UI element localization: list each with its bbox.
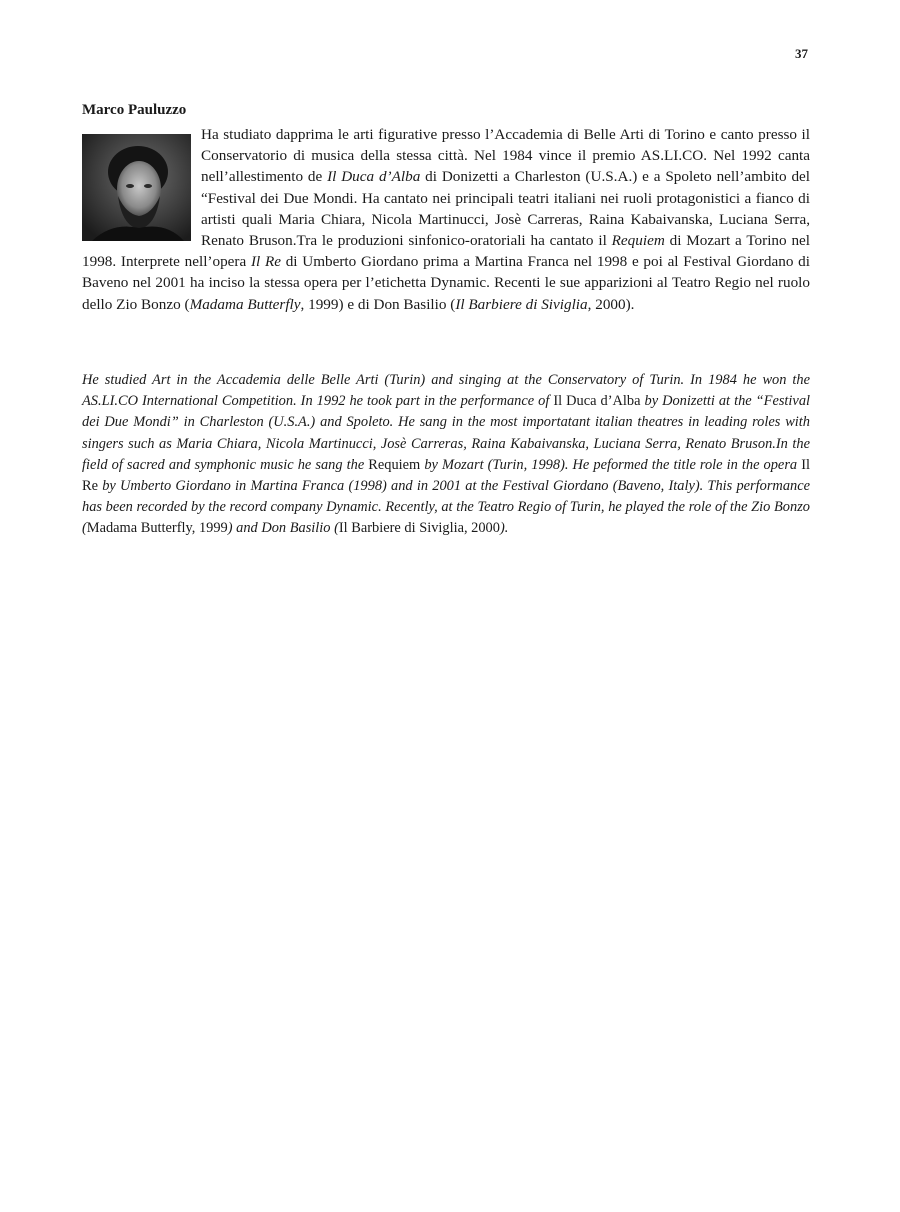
bio-heading: Marco Pauluzzo xyxy=(82,102,187,118)
portrait-photo xyxy=(82,134,191,241)
bio-english-paragraph: He studied Art in the Accademia delle Belle Arti (Turin) and singing at the Conservatory of Turin. In 1984 he won the AS.LI.CO International Competition. In 1992 he took part in the performance of Il Duca d’Alba by Donizetti at the “Festival dei Due Mondi” in Charleston (U.S.A.) and Spoleto. He sang in the most importatant italian theatres in leading roles with singers such as Maria Chiara, Nicola Martinucci, Josè Carreras, Raina Kabaivanska, Luciana Serra, Renato Bruson.In the field of sacred and symphonic music he sang the Requiem by Mozart (Turin, 1998). He peformed the title role in the opera Il Re by Umberto Giordano in Martina Franca (1998) and in 2001 at the Festival Giordano (Baveno, Italy). This performance has been recorded by the record company Dynamic. Recently, at the Teatro Regio of Turin, he played the role of the Zio Bonzo (Madama Butterfly, 1999) and Don Basilio (Il Barbiere di Siviglia, 2000). xyxy=(82,372,811,537)
page-number: 37 xyxy=(795,46,808,61)
bio-italian-paragraph: Ha studiato dapprima le arti figurative presso l’Accademia di Belle Arti di Torino e canto presso il Conservatorio di musica della stessa città. Nel 1984 vince il premio AS.LI.CO. Nel 1992 canta nell’allestimento de Il Duca d’Alba di Donizetti a Charleston (U.S.A.) e a Spoleto nell’ambito del “Festival dei Due Mondi. Ha cantato nei principali teatri italiani nei ruoli protagonistici a fianco di artisti quali Maria Chiara, Nicola Martinucci, Josè Carreras, Raina Kabaivanska, Luciana Serra, Renato Bruson.Tra le produzioni sinfonico-oratoriali ha cantato il Requiem di Mozart a Torino nel 1998. Interprete nell’opera Il Re di Umberto Giordano prima a Martina Franca nel 1998 e poi al Festival Giordano di Baveno nel 2001 ha inciso la stessa opera per l’etichetta Dynamic. Recenti le sue apparizioni al Teatro Regio nel ruolo dello Zio Bonzo (Madama Butterfly, 1999) e di Don Basilio (Il Barbiere di Siviglia, 2000). xyxy=(82,126,810,313)
